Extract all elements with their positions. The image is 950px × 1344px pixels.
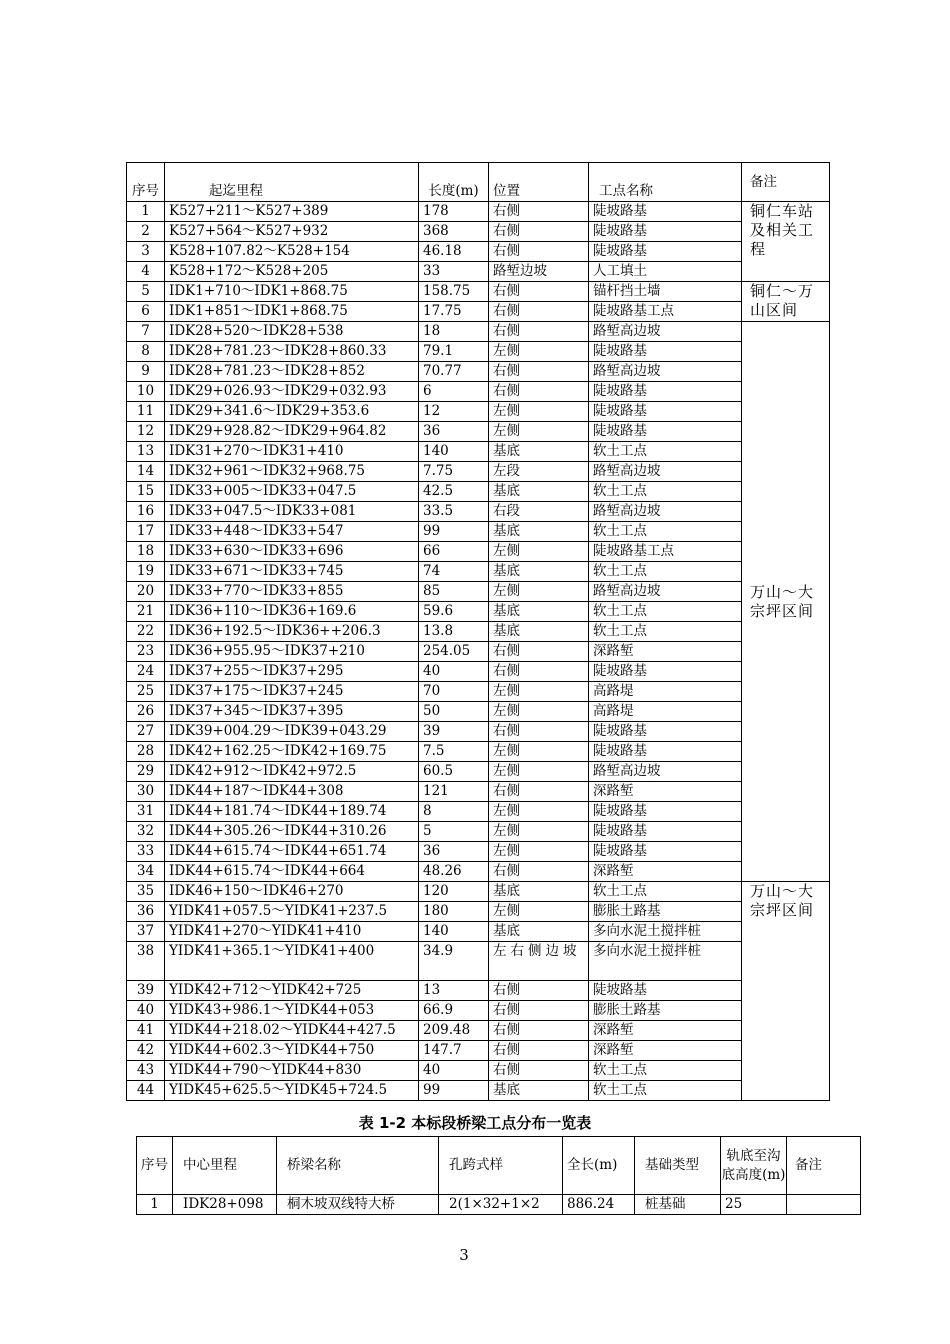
cell-position: 右侧 [489, 1001, 589, 1021]
table-row [127, 582, 830, 602]
cell-mileage: IDK33+671～IDK33+745 [165, 562, 419, 582]
table-row [127, 902, 830, 922]
cell-position: 左侧 [489, 802, 589, 822]
cell-position: 右侧 [489, 362, 589, 382]
bridge-cell-total-length: 886.24 [563, 1195, 635, 1215]
table-row [127, 1021, 830, 1041]
bridge-cell-height: 25 [721, 1195, 787, 1215]
cell-note: 铜仁车站及相关工程 [742, 202, 830, 282]
bridge-header-center-mileage: 中心里程 [173, 1137, 277, 1195]
cell-mileage: IDK46+150～IDK46+270 [165, 882, 419, 902]
cell-note: 万山～大宗坪区间 [742, 322, 830, 882]
cell-mileage: IDK44+615.74～IDK44+651.74 [165, 842, 419, 862]
cell-position: 基底 [489, 562, 589, 582]
cell-seq: 27 [127, 722, 165, 742]
cell-position: 右侧 [489, 1021, 589, 1041]
cell-seq: 40 [127, 1001, 165, 1021]
cell-length: 7.5 [419, 742, 489, 762]
cell-length: 36 [419, 422, 489, 442]
cell-position: 右侧 [489, 202, 589, 222]
table-row [127, 402, 830, 422]
cell-seq: 31 [127, 802, 165, 822]
header-seq: 序号 [127, 163, 165, 202]
cell-mileage: IDK37+345～IDK37+395 [165, 702, 419, 722]
cell-seq: 20 [127, 582, 165, 602]
page-number: 3 [459, 1246, 469, 1264]
table-row [127, 542, 830, 562]
cell-position: 右侧 [489, 981, 589, 1001]
cell-work-name: 软土工点 [589, 622, 742, 642]
cell-position: 右侧 [489, 222, 589, 242]
table-row [127, 862, 830, 882]
cell-mileage: IDK33+047.5～IDK33+081 [165, 502, 419, 522]
cell-position: 左侧 [489, 842, 589, 862]
cell-work-name: 多向水泥土搅拌桩 [589, 942, 742, 981]
cell-position: 右侧 [489, 782, 589, 802]
cell-work-name: 陡坡路基 [589, 981, 742, 1001]
table-row [127, 342, 830, 362]
cell-seq: 29 [127, 762, 165, 782]
cell-length: 33.5 [419, 502, 489, 522]
cell-position: 右侧 [489, 642, 589, 662]
cell-length: 140 [419, 442, 489, 462]
cell-position: 左侧 [489, 682, 589, 702]
table-row [127, 942, 830, 981]
cell-seq: 44 [127, 1081, 165, 1101]
cell-work-name: 深路堑 [589, 782, 742, 802]
cell-seq: 23 [127, 642, 165, 662]
cell-mileage: IDK31+270～IDK31+410 [165, 442, 419, 462]
cell-mileage: IDK37+255～IDK37+295 [165, 662, 419, 682]
bridge-header-name: 桥梁名称 [277, 1137, 439, 1195]
cell-work-name: 陡坡路基 [589, 842, 742, 862]
cell-seq: 24 [127, 662, 165, 682]
cell-length: 99 [419, 522, 489, 542]
cell-work-name: 锚杆挡土墙 [589, 282, 742, 302]
header-work-name: 工点名称 [589, 163, 742, 202]
cell-work-name: 路堑高边坡 [589, 362, 742, 382]
cell-position: 基底 [489, 442, 589, 462]
cell-position: 右侧 [489, 242, 589, 262]
cell-mileage: IDK42+912～IDK42+972.5 [165, 762, 419, 782]
cell-length: 7.75 [419, 462, 489, 482]
bridge-header-height: 轨底至沟底高度(m) [721, 1137, 787, 1195]
cell-length: 140 [419, 922, 489, 942]
cell-length: 59.6 [419, 602, 489, 622]
cell-position: 左侧 [489, 762, 589, 782]
cell-work-name: 陡坡路基 [589, 382, 742, 402]
cell-length: 40 [419, 662, 489, 682]
cell-position: 右侧 [489, 722, 589, 742]
table-row [127, 922, 830, 942]
cell-work-name: 路堑高边坡 [589, 502, 742, 522]
cell-work-name: 陡坡路基 [589, 722, 742, 742]
cell-seq: 39 [127, 981, 165, 1001]
cell-mileage: YIDK44+602.3～YIDK44+750 [165, 1041, 419, 1061]
table-row [127, 1061, 830, 1081]
cell-position: 基底 [489, 1081, 589, 1101]
cell-length: 34.9 [419, 942, 489, 981]
cell-position: 右段 [489, 502, 589, 522]
cell-work-name: 陡坡路基 [589, 222, 742, 242]
cell-seq: 9 [127, 362, 165, 382]
cell-mileage: YIDK42+712～YIDK42+725 [165, 981, 419, 1001]
bridge-table [136, 1136, 861, 1215]
table-row [127, 242, 830, 262]
cell-mileage: IDK28+520～IDK28+538 [165, 322, 419, 342]
table-row [127, 722, 830, 742]
cell-mileage: IDK33+770～IDK33+855 [165, 582, 419, 602]
bridge-header-row [137, 1137, 861, 1195]
table-row [127, 562, 830, 582]
cell-mileage: IDK39+004.29～IDK39+043.29 [165, 722, 419, 742]
header-note: 备注 [742, 163, 830, 202]
cell-seq: 17 [127, 522, 165, 542]
cell-work-name: 高路堤 [589, 702, 742, 722]
cell-seq: 34 [127, 862, 165, 882]
bridge-header-total-length: 全长(m) [563, 1137, 635, 1195]
cell-seq: 28 [127, 742, 165, 762]
cell-seq: 16 [127, 502, 165, 522]
header-position: 位置 [489, 163, 589, 202]
cell-position: 左侧 [489, 402, 589, 422]
table-row [127, 981, 830, 1001]
cell-seq: 12 [127, 422, 165, 442]
cell-work-name: 膨胀土路基 [589, 902, 742, 922]
table-row [127, 842, 830, 862]
cell-length: 6 [419, 382, 489, 402]
cell-seq: 43 [127, 1061, 165, 1081]
cell-work-name: 软土工点 [589, 1061, 742, 1081]
cell-position: 基底 [489, 922, 589, 942]
cell-length: 209.48 [419, 1021, 489, 1041]
cell-seq: 41 [127, 1021, 165, 1041]
cell-position: 左侧 [489, 582, 589, 602]
cell-work-name: 深路堑 [589, 1021, 742, 1041]
cell-mileage: IDK44+615.74～IDK44+664 [165, 862, 419, 882]
cell-length: 368 [419, 222, 489, 242]
cell-mileage: IDK29+928.82～IDK29+964.82 [165, 422, 419, 442]
cell-length: 13 [419, 981, 489, 1001]
cell-mileage: IDK1+710～IDK1+868.75 [165, 282, 419, 302]
cell-position: 左侧 [489, 902, 589, 922]
cell-length: 254.05 [419, 642, 489, 662]
cell-length: 120 [419, 882, 489, 902]
table-row [127, 382, 830, 402]
cell-mileage: IDK36+110～IDK36+169.6 [165, 602, 419, 622]
table-row [127, 882, 830, 902]
cell-mileage: IDK32+961～IDK32+968.75 [165, 462, 419, 482]
cell-position: 基底 [489, 522, 589, 542]
cell-work-name: 软土工点 [589, 482, 742, 502]
table-row [127, 682, 830, 702]
table-header-row [127, 163, 830, 202]
cell-work-name: 人工填土 [589, 262, 742, 282]
cell-mileage: IDK28+781.23～IDK28+860.33 [165, 342, 419, 362]
cell-mileage: IDK36+955.95～IDK37+210 [165, 642, 419, 662]
cell-position: 基底 [489, 882, 589, 902]
cell-length: 60.5 [419, 762, 489, 782]
cell-position: 右侧 [489, 862, 589, 882]
cell-position: 左右侧边坡 [489, 942, 589, 981]
cell-mileage: YIDK44+790～YIDK44+830 [165, 1061, 419, 1081]
table-row [127, 302, 830, 322]
bridge-cell-seq: 1 [137, 1195, 173, 1215]
cell-mileage: IDK44+305.26～IDK44+310.26 [165, 822, 419, 842]
cell-position: 左侧 [489, 422, 589, 442]
cell-position: 基底 [489, 482, 589, 502]
bridge-header-span: 孔跨式样 [439, 1137, 563, 1195]
cell-work-name: 软土工点 [589, 1081, 742, 1101]
table-row [127, 782, 830, 802]
cell-length: 33 [419, 262, 489, 282]
cell-position: 基底 [489, 622, 589, 642]
cell-mileage: YIDK45+625.5～YIDK45+724.5 [165, 1081, 419, 1101]
cell-mileage: IDK33+448～IDK33+547 [165, 522, 419, 542]
cell-seq: 30 [127, 782, 165, 802]
cell-mileage: IDK44+181.74～IDK44+189.74 [165, 802, 419, 822]
cell-work-name: 陡坡路基 [589, 202, 742, 222]
cell-work-name: 深路堑 [589, 642, 742, 662]
cell-length: 36 [419, 842, 489, 862]
cell-mileage: IDK28+781.23～IDK28+852 [165, 362, 419, 382]
cell-work-name: 陡坡路基 [589, 662, 742, 682]
cell-work-name: 多向水泥土搅拌桩 [589, 922, 742, 942]
table-row [127, 742, 830, 762]
cell-mileage: IDK33+630～IDK33+696 [165, 542, 419, 562]
cell-length: 74 [419, 562, 489, 582]
cell-mileage: YIDK44+218.02～YIDK44+427.5 [165, 1021, 419, 1041]
cell-note: 铜仁～万山区间 [742, 282, 830, 322]
cell-mileage: YIDK43+986.1～YIDK44+053 [165, 1001, 419, 1021]
table-row [127, 222, 830, 242]
cell-seq: 33 [127, 842, 165, 862]
cell-position: 基底 [489, 602, 589, 622]
cell-mileage: K527+211～K527+389 [165, 202, 419, 222]
table-row [127, 362, 830, 382]
cell-length: 39 [419, 722, 489, 742]
cell-mileage: IDK37+175～IDK37+245 [165, 682, 419, 702]
cell-seq: 14 [127, 462, 165, 482]
table-row [127, 1081, 830, 1101]
cell-seq: 3 [127, 242, 165, 262]
cell-seq: 37 [127, 922, 165, 942]
cell-work-name: 陡坡路基工点 [589, 542, 742, 562]
bridge-cell-span: 2(1×32+1×2 [439, 1195, 563, 1215]
cell-work-name: 陡坡路基 [589, 802, 742, 822]
cell-length: 180 [419, 902, 489, 922]
bridge-cell-center-mileage: IDK28+098 [173, 1195, 277, 1215]
cell-seq: 1 [127, 202, 165, 222]
cell-length: 66 [419, 542, 489, 562]
cell-work-name: 陡坡路基 [589, 422, 742, 442]
cell-seq: 25 [127, 682, 165, 702]
cell-work-name: 陡坡路基 [589, 742, 742, 762]
cell-length: 70.77 [419, 362, 489, 382]
cell-work-name: 软土工点 [589, 882, 742, 902]
table-row [127, 262, 830, 282]
cell-seq: 32 [127, 822, 165, 842]
cell-position: 左侧 [489, 822, 589, 842]
table-row [127, 642, 830, 662]
cell-seq: 35 [127, 882, 165, 902]
bridge-header-seq: 序号 [137, 1137, 173, 1195]
table-row [127, 762, 830, 782]
cell-mileage: K528+172～K528+205 [165, 262, 419, 282]
table-row [127, 442, 830, 462]
worksite-table [126, 162, 830, 1101]
table-row [127, 662, 830, 682]
table-row [127, 522, 830, 542]
cell-seq: 6 [127, 302, 165, 322]
cell-work-name: 路堑高边坡 [589, 762, 742, 782]
cell-length: 46.18 [419, 242, 489, 262]
cell-position: 右侧 [489, 662, 589, 682]
cell-work-name: 软土工点 [589, 562, 742, 582]
cell-seq: 22 [127, 622, 165, 642]
cell-mileage: IDK36+192.5～IDK36++206.3 [165, 622, 419, 642]
table-row [127, 802, 830, 822]
cell-position: 右侧 [489, 322, 589, 342]
bridge-row [137, 1195, 861, 1215]
cell-mileage: IDK42+162.25～IDK42+169.75 [165, 742, 419, 762]
table-row [127, 282, 830, 302]
cell-work-name: 路堑高边坡 [589, 582, 742, 602]
cell-work-name: 深路堑 [589, 1041, 742, 1061]
table-row [127, 462, 830, 482]
cell-mileage: YIDK41+270～YIDK41+410 [165, 922, 419, 942]
cell-mileage: K527+564～K527+932 [165, 222, 419, 242]
cell-work-name: 陡坡路基 [589, 822, 742, 842]
cell-seq: 7 [127, 322, 165, 342]
cell-length: 18 [419, 322, 489, 342]
bridge-cell-note [787, 1195, 861, 1215]
cell-position: 左段 [489, 462, 589, 482]
cell-seq: 42 [127, 1041, 165, 1061]
cell-position: 左侧 [489, 742, 589, 762]
cell-length: 13.8 [419, 622, 489, 642]
cell-work-name: 膨胀土路基 [589, 1001, 742, 1021]
cell-work-name: 陡坡路基 [589, 242, 742, 262]
cell-mileage: IDK29+341.6～IDK29+353.6 [165, 402, 419, 422]
table-row [127, 202, 830, 222]
cell-mileage: IDK29+026.93～IDK29+032.93 [165, 382, 419, 402]
cell-length: 178 [419, 202, 489, 222]
cell-position: 右侧 [489, 1061, 589, 1081]
cell-work-name: 高路堤 [589, 682, 742, 702]
cell-length: 50 [419, 702, 489, 722]
cell-mileage: IDK44+187～IDK44+308 [165, 782, 419, 802]
header-mileage: 起迄里程 [165, 163, 419, 202]
cell-mileage: IDK33+005～IDK33+047.5 [165, 482, 419, 502]
cell-work-name: 陡坡路基 [589, 402, 742, 422]
table-row [127, 1041, 830, 1061]
cell-work-name: 陡坡路基工点 [589, 302, 742, 322]
cell-position: 右侧 [489, 1041, 589, 1061]
table-row [127, 602, 830, 622]
table-row [127, 482, 830, 502]
table-row [127, 622, 830, 642]
cell-length: 85 [419, 582, 489, 602]
cell-length: 42.5 [419, 482, 489, 502]
table-caption: 表 1-2 本标段桥梁工点分布一览表 [358, 1114, 592, 1132]
cell-note: 万山～大宗坪区间 [742, 882, 830, 1101]
cell-work-name: 软土工点 [589, 522, 742, 542]
cell-seq: 13 [127, 442, 165, 462]
cell-position: 左侧 [489, 542, 589, 562]
cell-work-name: 陡坡路基 [589, 342, 742, 362]
cell-length: 66.9 [419, 1001, 489, 1021]
cell-seq: 19 [127, 562, 165, 582]
table-row [127, 702, 830, 722]
cell-mileage: K528+107.82～K528+154 [165, 242, 419, 262]
cell-seq: 4 [127, 262, 165, 282]
cell-seq: 10 [127, 382, 165, 402]
cell-seq: 21 [127, 602, 165, 622]
table-row [127, 422, 830, 442]
cell-seq: 18 [127, 542, 165, 562]
cell-seq: 8 [127, 342, 165, 362]
cell-position: 右侧 [489, 302, 589, 322]
cell-work-name: 软土工点 [589, 442, 742, 462]
table-row [127, 502, 830, 522]
cell-length: 70 [419, 682, 489, 702]
cell-length: 79.1 [419, 342, 489, 362]
cell-length: 48.26 [419, 862, 489, 882]
cell-seq: 36 [127, 902, 165, 922]
cell-seq: 38 [127, 942, 165, 981]
cell-length: 40 [419, 1061, 489, 1081]
cell-length: 147.7 [419, 1041, 489, 1061]
bridge-header-foundation: 基础类型 [635, 1137, 721, 1195]
cell-length: 99 [419, 1081, 489, 1101]
bridge-cell-foundation: 桩基础 [635, 1195, 721, 1215]
cell-work-name: 软土工点 [589, 602, 742, 622]
cell-length: 5 [419, 822, 489, 842]
cell-position: 左侧 [489, 342, 589, 362]
cell-length: 12 [419, 402, 489, 422]
cell-work-name: 路堑高边坡 [589, 322, 742, 342]
cell-length: 8 [419, 802, 489, 822]
table-row [127, 322, 830, 342]
bridge-header-note: 备注 [787, 1137, 861, 1195]
header-length: 长度(m) [419, 163, 489, 202]
table-row [127, 822, 830, 842]
cell-work-name: 路堑高边坡 [589, 462, 742, 482]
cell-length: 17.75 [419, 302, 489, 322]
cell-position: 右侧 [489, 282, 589, 302]
cell-seq: 11 [127, 402, 165, 422]
cell-mileage: YIDK41+365.1～YIDK41+400 [165, 942, 419, 981]
cell-length: 121 [419, 782, 489, 802]
cell-seq: 5 [127, 282, 165, 302]
cell-work-name: 深路堑 [589, 862, 742, 882]
cell-mileage: YIDK41+057.5～YIDK41+237.5 [165, 902, 419, 922]
cell-position: 路堑边坡 [489, 262, 589, 282]
cell-length: 158.75 [419, 282, 489, 302]
cell-seq: 2 [127, 222, 165, 242]
cell-seq: 15 [127, 482, 165, 502]
cell-position: 左侧 [489, 702, 589, 722]
table-row [127, 1001, 830, 1021]
cell-position: 右侧 [489, 382, 589, 402]
bridge-cell-name: 桐木坡双线特大桥 [277, 1195, 439, 1215]
cell-seq: 26 [127, 702, 165, 722]
cell-mileage: IDK1+851～IDK1+868.75 [165, 302, 419, 322]
